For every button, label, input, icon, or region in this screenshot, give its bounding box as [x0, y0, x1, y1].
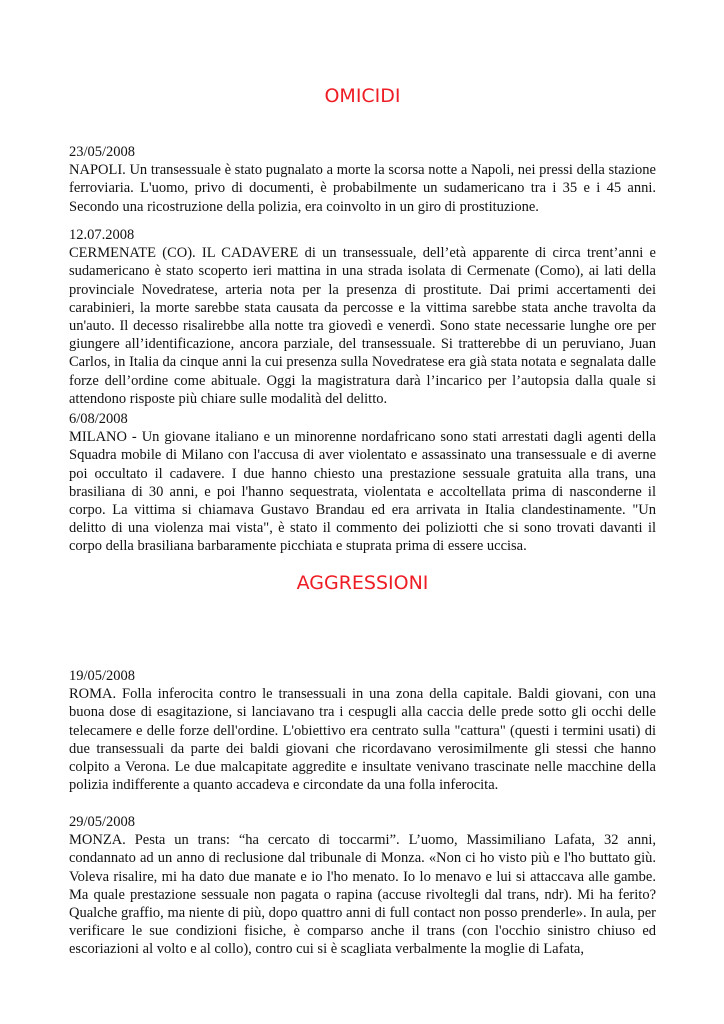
- entry-roma: [69, 667, 656, 794]
- entry-text: NAPOLI. Un transessuale è stato pugnalato a morte la scorsa notte a Napoli, nei pressi della stazione ferroviaria. L'uomo, privo di documenti, è probabilmente un sudamericano tra i 35 e i 45 anni. Secondo una ricostruzione della polizia, era coinvolto in un giro di prostituzione.: [69, 162, 656, 215]
- entry-milano: [69, 410, 656, 556]
- entry-date: 12.07.2008: [69, 227, 135, 243]
- entry-text: CERMENATE (CO). IL CADAVERE di un transessuale, dell’età apparente di circa trent’anni e sudamericano è stato scoperto ieri mattina in una strada isolata di Cermenate (Como), ai lati della provinciale Novedratese, arteria nota per la presenza di prostitute. Dai primi accertamenti dei carabinieri, la morte sarebbe stata causata da percosse e la vittima sarebbe stata anche travolta da un'auto. Il decesso risalirebbe alla notte tra giovedì e venerdì. Sono state necessarie lunghe ore per giungere all’identificazione, ancora parziale, del transessuale. Si tratterebbe di un peruviano, Juan Carlos, in Italia da cinque anni la cui presenza sulla Novedratese era già stata notata e segnalata dalle forze dell’ordine come abituale. Oggi la magistratura darà l’incarico per l’autopsia dalla quale si attendono risposte più chiare sulle modalità del delitto.: [69, 245, 656, 407]
- entry-text: MONZA. Pesta un trans: “ha cercato di toccarmi”. L’uomo, Massimiliano Lafata, 32 anni, condannato ad un anno di reclusione dal tribunale di Monza. «Non ci ho visto più e l'ho buttato giù. Voleva risalire, mi ha dato due manate e io l'ho menato. Io lo menavo e lui si attaccava alle gambe. Ma quale prestazione sessuale non pagata o rapina (accuse rivoltegli dal trans, ndr). Mi ha ferito? Qualche graffio, ma niente di più, dopo quattro anni di full contact non posso prenderle». In aula, per verificare le sue condizioni fisiche, è comparso anche il trans (con l'occhio sinistro chiuso ed escoriazioni al volto e al collo), contro cui si è scagliata verbalmente la moglie di Lafata,: [69, 832, 656, 958]
- entry-date: 29/05/2008: [69, 814, 136, 830]
- entry-text: MILANO - Un giovane italiano e un minorenne nordafricano sono stati arrestati dagli agenti della Squadra mobile di Milano con l'accusa di aver violentato e assassinato una transessuale e di averne poi occultato il cadavere. I due hanno chiesto una prestazione sessuale gratuita alla trans, una brasiliana di 30 anni, e poi l'hanno sequestrata, violentata e accoltellata prima di nasconderne il corpo. La vittima si chiamava Gustavo Brandau ed era arrivata in Italia clandestinamente. "Un delitto di una violenza mai vista", è stato il commento dei poliziotti che si sono trovati davanti il corpo della brasiliana barbaramente picchiata e stuprata prima di essere uccisa.: [69, 429, 656, 555]
- entry-napoli: [69, 143, 656, 216]
- entry-date: 23/05/2008: [69, 144, 136, 160]
- entry-date: 6/08/2008: [69, 411, 128, 427]
- entry-cermenate: [69, 226, 656, 408]
- entry-date: 19/05/2008: [69, 668, 136, 684]
- entry-monza: [69, 813, 656, 959]
- section-title-aggressioni: AGGRESSIONI: [296, 572, 429, 594]
- entry-text: ROMA. Folla inferocita contro le transessuali in una zona della capitale. Baldi giovani, con una buona dose di esagitazione, si lanciavano tra i cespugli alla caccia delle prede sotto gli occhi delle telecamere e delle forze dell'ordine. L'obiettivo era centrato sulla "cattura" (questi i termini usati) di due transessuali da parte dei baldi giovani che ricordavano verosimilmente gli stessi che hanno colpito a Verona. Le due malcapitate aggredite e insultate venivano trascinate nelle macchine della polizia indifferente a quanto accadeva e circondate da una folla inferocita.: [69, 686, 656, 794]
- section-title-omicidi: OMICIDI: [324, 85, 401, 107]
